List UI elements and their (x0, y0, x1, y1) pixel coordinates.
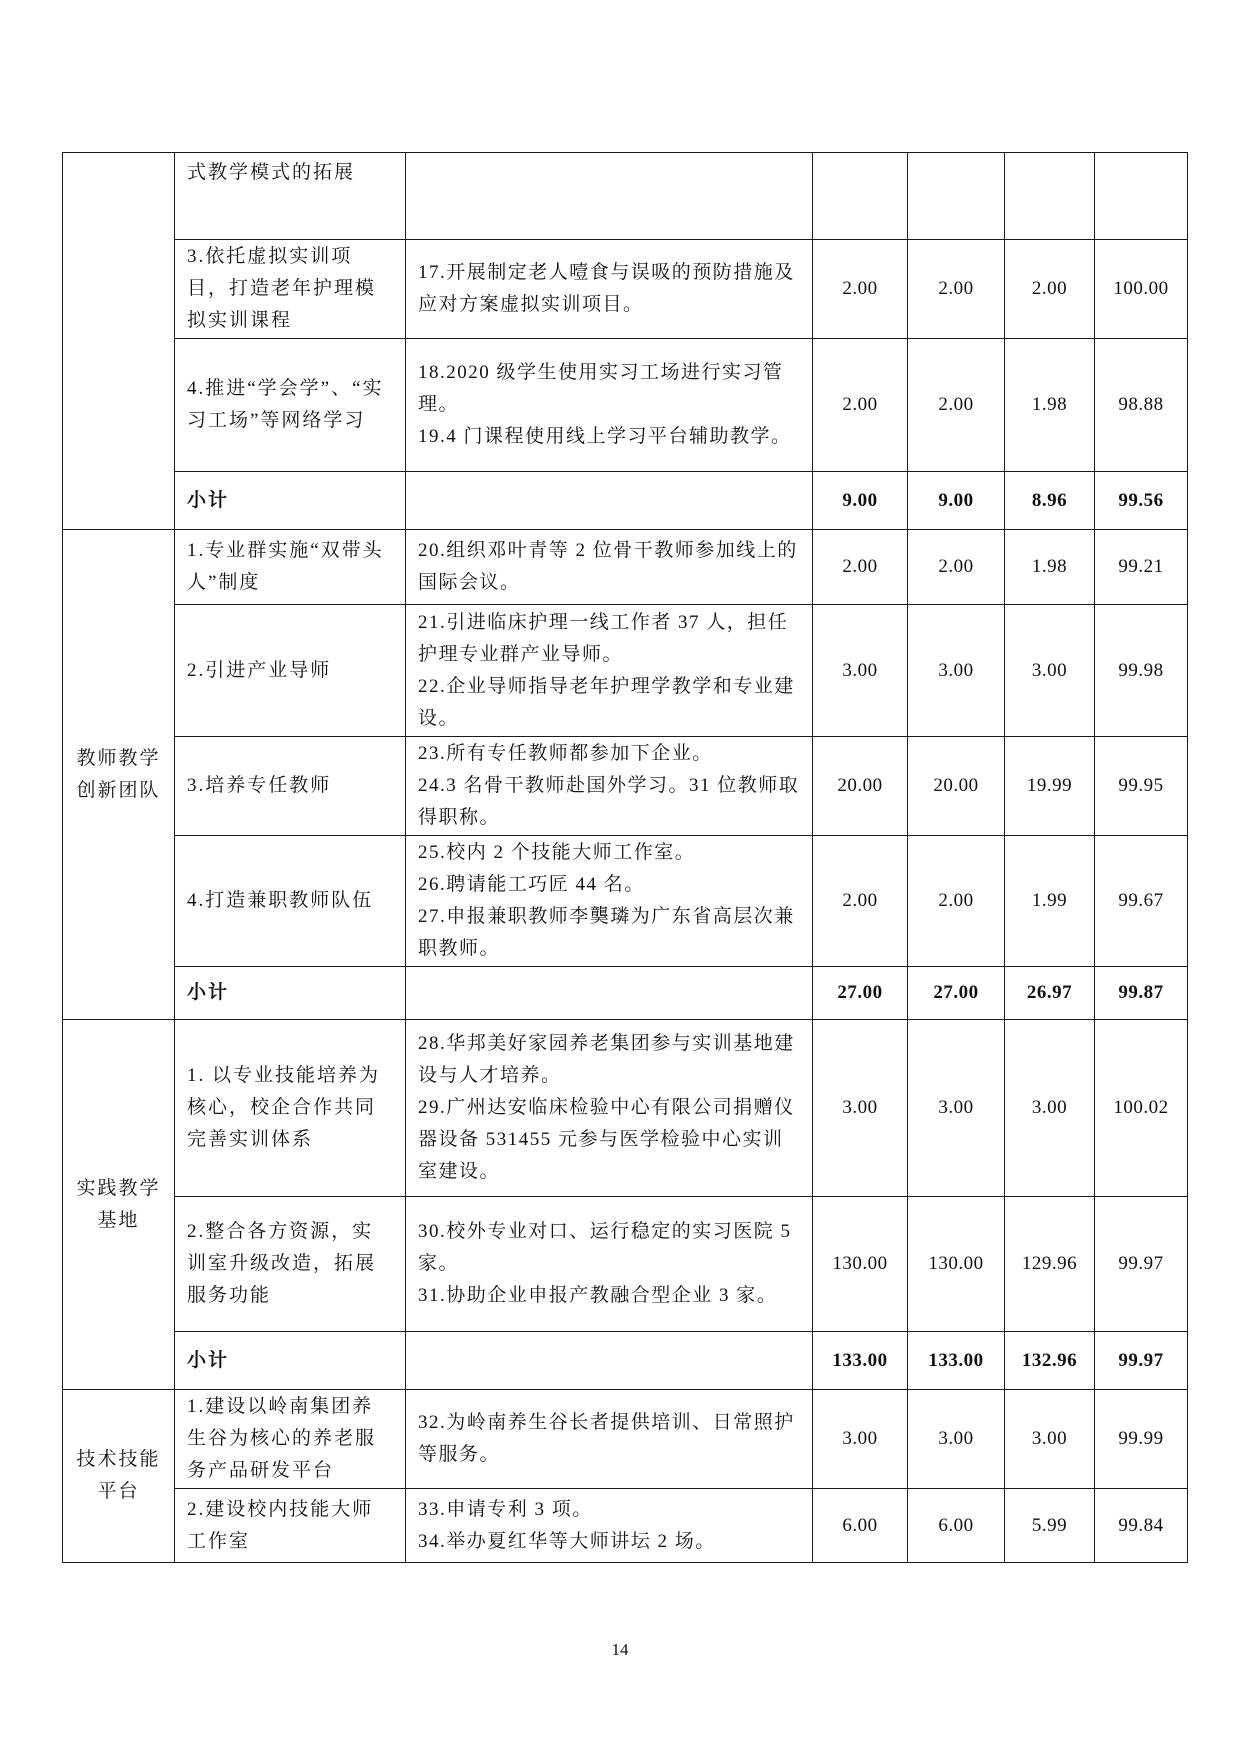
measure-item: 19.4 门课程使用线上学习平台辅助教学。 (418, 426, 792, 447)
table-row (63, 530, 1188, 605)
subtotal-label: 小计 (175, 1332, 406, 1390)
value-cell: 2.00 (813, 530, 908, 605)
subtotal-value: 8.96 (1005, 472, 1095, 530)
value-cell: 99.98 (1095, 605, 1188, 737)
category-cell (63, 153, 175, 530)
value-cell (813, 153, 908, 240)
subtotal-row (63, 1332, 1188, 1390)
measure-item: 20.组织邓叶青等 2 位骨干教师参加线上的国际会议。 (418, 540, 798, 593)
measure-item: 18.2020 级学生使用实习工场进行实习管理。 (418, 362, 784, 415)
task-cell: 1. 以专业技能培养为核心，校企合作共同完善实训体系 (175, 1020, 406, 1197)
measures-cell (406, 967, 813, 1020)
measure-item: 28.华邦美好家园养老集团参与实训基地建设与人才培养。 (418, 1033, 795, 1086)
subtotal-value: 99.87 (1095, 967, 1188, 1020)
measures-cell (406, 530, 813, 605)
value-cell: 99.21 (1095, 530, 1188, 605)
category-cell: 教师教学创新团队 (63, 530, 175, 1020)
value-cell: 19.99 (1005, 737, 1095, 836)
measure-item: 27.申报兼职教师李龑璘为广东省高层次兼职教师。 (418, 906, 795, 959)
measure-item: 17.开展制定老人噎食与误吸的预防措施及应对方案虚拟实训项目。 (418, 262, 795, 315)
table-row (63, 240, 1188, 339)
table-row (63, 836, 1188, 967)
measures-cell (406, 737, 813, 836)
value-cell: 130.00 (908, 1197, 1005, 1332)
value-cell: 98.88 (1095, 339, 1188, 472)
value-cell: 6.00 (813, 1489, 908, 1563)
subtotal-row (63, 967, 1188, 1020)
table-row (63, 1197, 1188, 1332)
value-cell: 99.95 (1095, 737, 1188, 836)
category-cell: 技术技能平台 (63, 1390, 175, 1563)
task-cell: 4.打造兼职教师队伍 (175, 836, 406, 967)
task-cell: 2.建设校内技能大师工作室 (175, 1489, 406, 1563)
value-cell: 2.00 (908, 339, 1005, 472)
subtotal-value: 133.00 (908, 1332, 1005, 1390)
measure-item: 34.举办夏红华等大师讲坛 2 场。 (418, 1530, 716, 1552)
measures-cell (406, 472, 813, 530)
measures-cell (406, 605, 813, 737)
measures-cell (406, 240, 813, 339)
table-row (63, 1489, 1188, 1563)
value-cell: 2.00 (908, 836, 1005, 967)
value-cell: 2.00 (813, 339, 908, 472)
value-cell: 3.00 (813, 1390, 908, 1489)
value-cell: 6.00 (908, 1489, 1005, 1563)
value-cell (908, 153, 1005, 240)
measure-item: 29.广州达安临床检验中心有限公司捐赠仪器设备 531455 元参与医学检验中心实训室建设。 (418, 1097, 795, 1182)
value-cell (1095, 153, 1188, 240)
table-row (63, 339, 1188, 472)
task-cell: 3.培养专任教师 (175, 737, 406, 836)
table-row (63, 1390, 1188, 1489)
value-cell: 129.96 (1005, 1197, 1095, 1332)
value-cell: 5.99 (1005, 1489, 1095, 1563)
task-cell: 1.建设以岭南集团养生谷为核心的养老服务产品研发平台 (175, 1390, 406, 1489)
measure-item: 32.为岭南养生谷长者提供培训、日常照护等服务。 (418, 1412, 795, 1465)
value-cell: 2.00 (813, 240, 908, 339)
value-cell: 20.00 (908, 737, 1005, 836)
task-cell: 1.专业群实施“双带头人”制度 (175, 530, 406, 605)
task-cell: 4.推进“学会学”、“实习工场”等网络学习 (175, 339, 406, 472)
value-cell: 3.00 (908, 1020, 1005, 1197)
task-cell: 2.引进产业导师 (175, 605, 406, 737)
measure-item: 26.聘请能工巧匠 44 名。 (418, 874, 645, 895)
measures-cell (406, 153, 813, 240)
subtotal-value: 9.00 (908, 472, 1005, 530)
subtotal-label: 小计 (175, 472, 406, 530)
task-cell: 3.依托虚拟实训项目，打造老年护理模拟实训课程 (175, 240, 406, 339)
task-cell: 2.整合各方资源，实训室升级改造，拓展服务功能 (175, 1197, 406, 1332)
measures-cell (406, 339, 813, 472)
measures-cell (406, 1332, 813, 1390)
subtotal-value: 133.00 (813, 1332, 908, 1390)
measure-item: 30.校外专业对口、运行稳定的实习医院 5 家。 (418, 1221, 792, 1274)
measure-item: 31.协助企业申报产教融合型企业 3 家。 (418, 1285, 778, 1306)
subtotal-value: 27.00 (813, 967, 908, 1020)
value-cell: 2.00 (908, 530, 1005, 605)
subtotal-value: 99.97 (1095, 1332, 1188, 1390)
measures-cell (406, 1390, 813, 1489)
value-cell: 99.97 (1095, 1197, 1188, 1332)
page-number: 14 (611, 1640, 629, 1659)
subtotal-value: 27.00 (908, 967, 1005, 1020)
value-cell (1005, 153, 1095, 240)
measure-item: 22.企业导师指导老年护理学教学和专业建设。 (418, 675, 795, 729)
measures-cell (406, 1020, 813, 1197)
subtotal-value: 99.56 (1095, 472, 1188, 530)
table-row (63, 737, 1188, 836)
value-cell: 130.00 (813, 1197, 908, 1332)
measure-item: 25.校内 2 个技能大师工作室。 (418, 842, 696, 863)
value-cell: 99.99 (1095, 1390, 1188, 1489)
value-cell: 20.00 (813, 737, 908, 836)
value-cell: 3.00 (908, 605, 1005, 737)
value-cell: 1.98 (1005, 530, 1095, 605)
measure-item: 23.所有专任教师都参加下企业。 (418, 743, 713, 764)
measures-cell (406, 1489, 813, 1563)
value-cell: 100.00 (1095, 240, 1188, 339)
value-cell: 3.00 (813, 1020, 908, 1197)
subtotal-row (63, 472, 1188, 530)
measure-item: 21.引进临床护理一线工作者 37 人，担任护理专业群产业导师。 (418, 611, 789, 665)
table-row (63, 153, 1188, 240)
value-cell: 1.99 (1005, 836, 1095, 967)
value-cell: 3.00 (1005, 605, 1095, 737)
value-cell: 99.84 (1095, 1489, 1188, 1563)
value-cell: 2.00 (908, 240, 1005, 339)
measures-cell (406, 1197, 813, 1332)
value-cell: 1.98 (1005, 339, 1095, 472)
task-cell: 式教学模式的拓展 (175, 153, 406, 240)
value-cell: 100.02 (1095, 1020, 1188, 1197)
table-row (63, 605, 1188, 737)
subtotal-value: 26.97 (1005, 967, 1095, 1020)
measure-item: 24.3 名骨干教师赴国外学习。31 位教师取得职称。 (418, 775, 800, 828)
category-cell: 实践教学基地 (63, 1020, 175, 1390)
measure-item: 33.申请专利 3 项。 (418, 1498, 593, 1520)
subtotal-label: 小计 (175, 967, 406, 1020)
value-cell: 3.00 (813, 605, 908, 737)
table-row (63, 1020, 1188, 1197)
value-cell: 2.00 (1005, 240, 1095, 339)
value-cell: 3.00 (1005, 1020, 1095, 1197)
value-cell: 99.67 (1095, 836, 1188, 967)
value-cell: 2.00 (813, 836, 908, 967)
value-cell: 3.00 (908, 1390, 1005, 1489)
project-table (62, 152, 1188, 1563)
subtotal-value: 9.00 (813, 472, 908, 530)
value-cell: 3.00 (1005, 1390, 1095, 1489)
measures-cell (406, 836, 813, 967)
subtotal-value: 132.96 (1005, 1332, 1095, 1390)
